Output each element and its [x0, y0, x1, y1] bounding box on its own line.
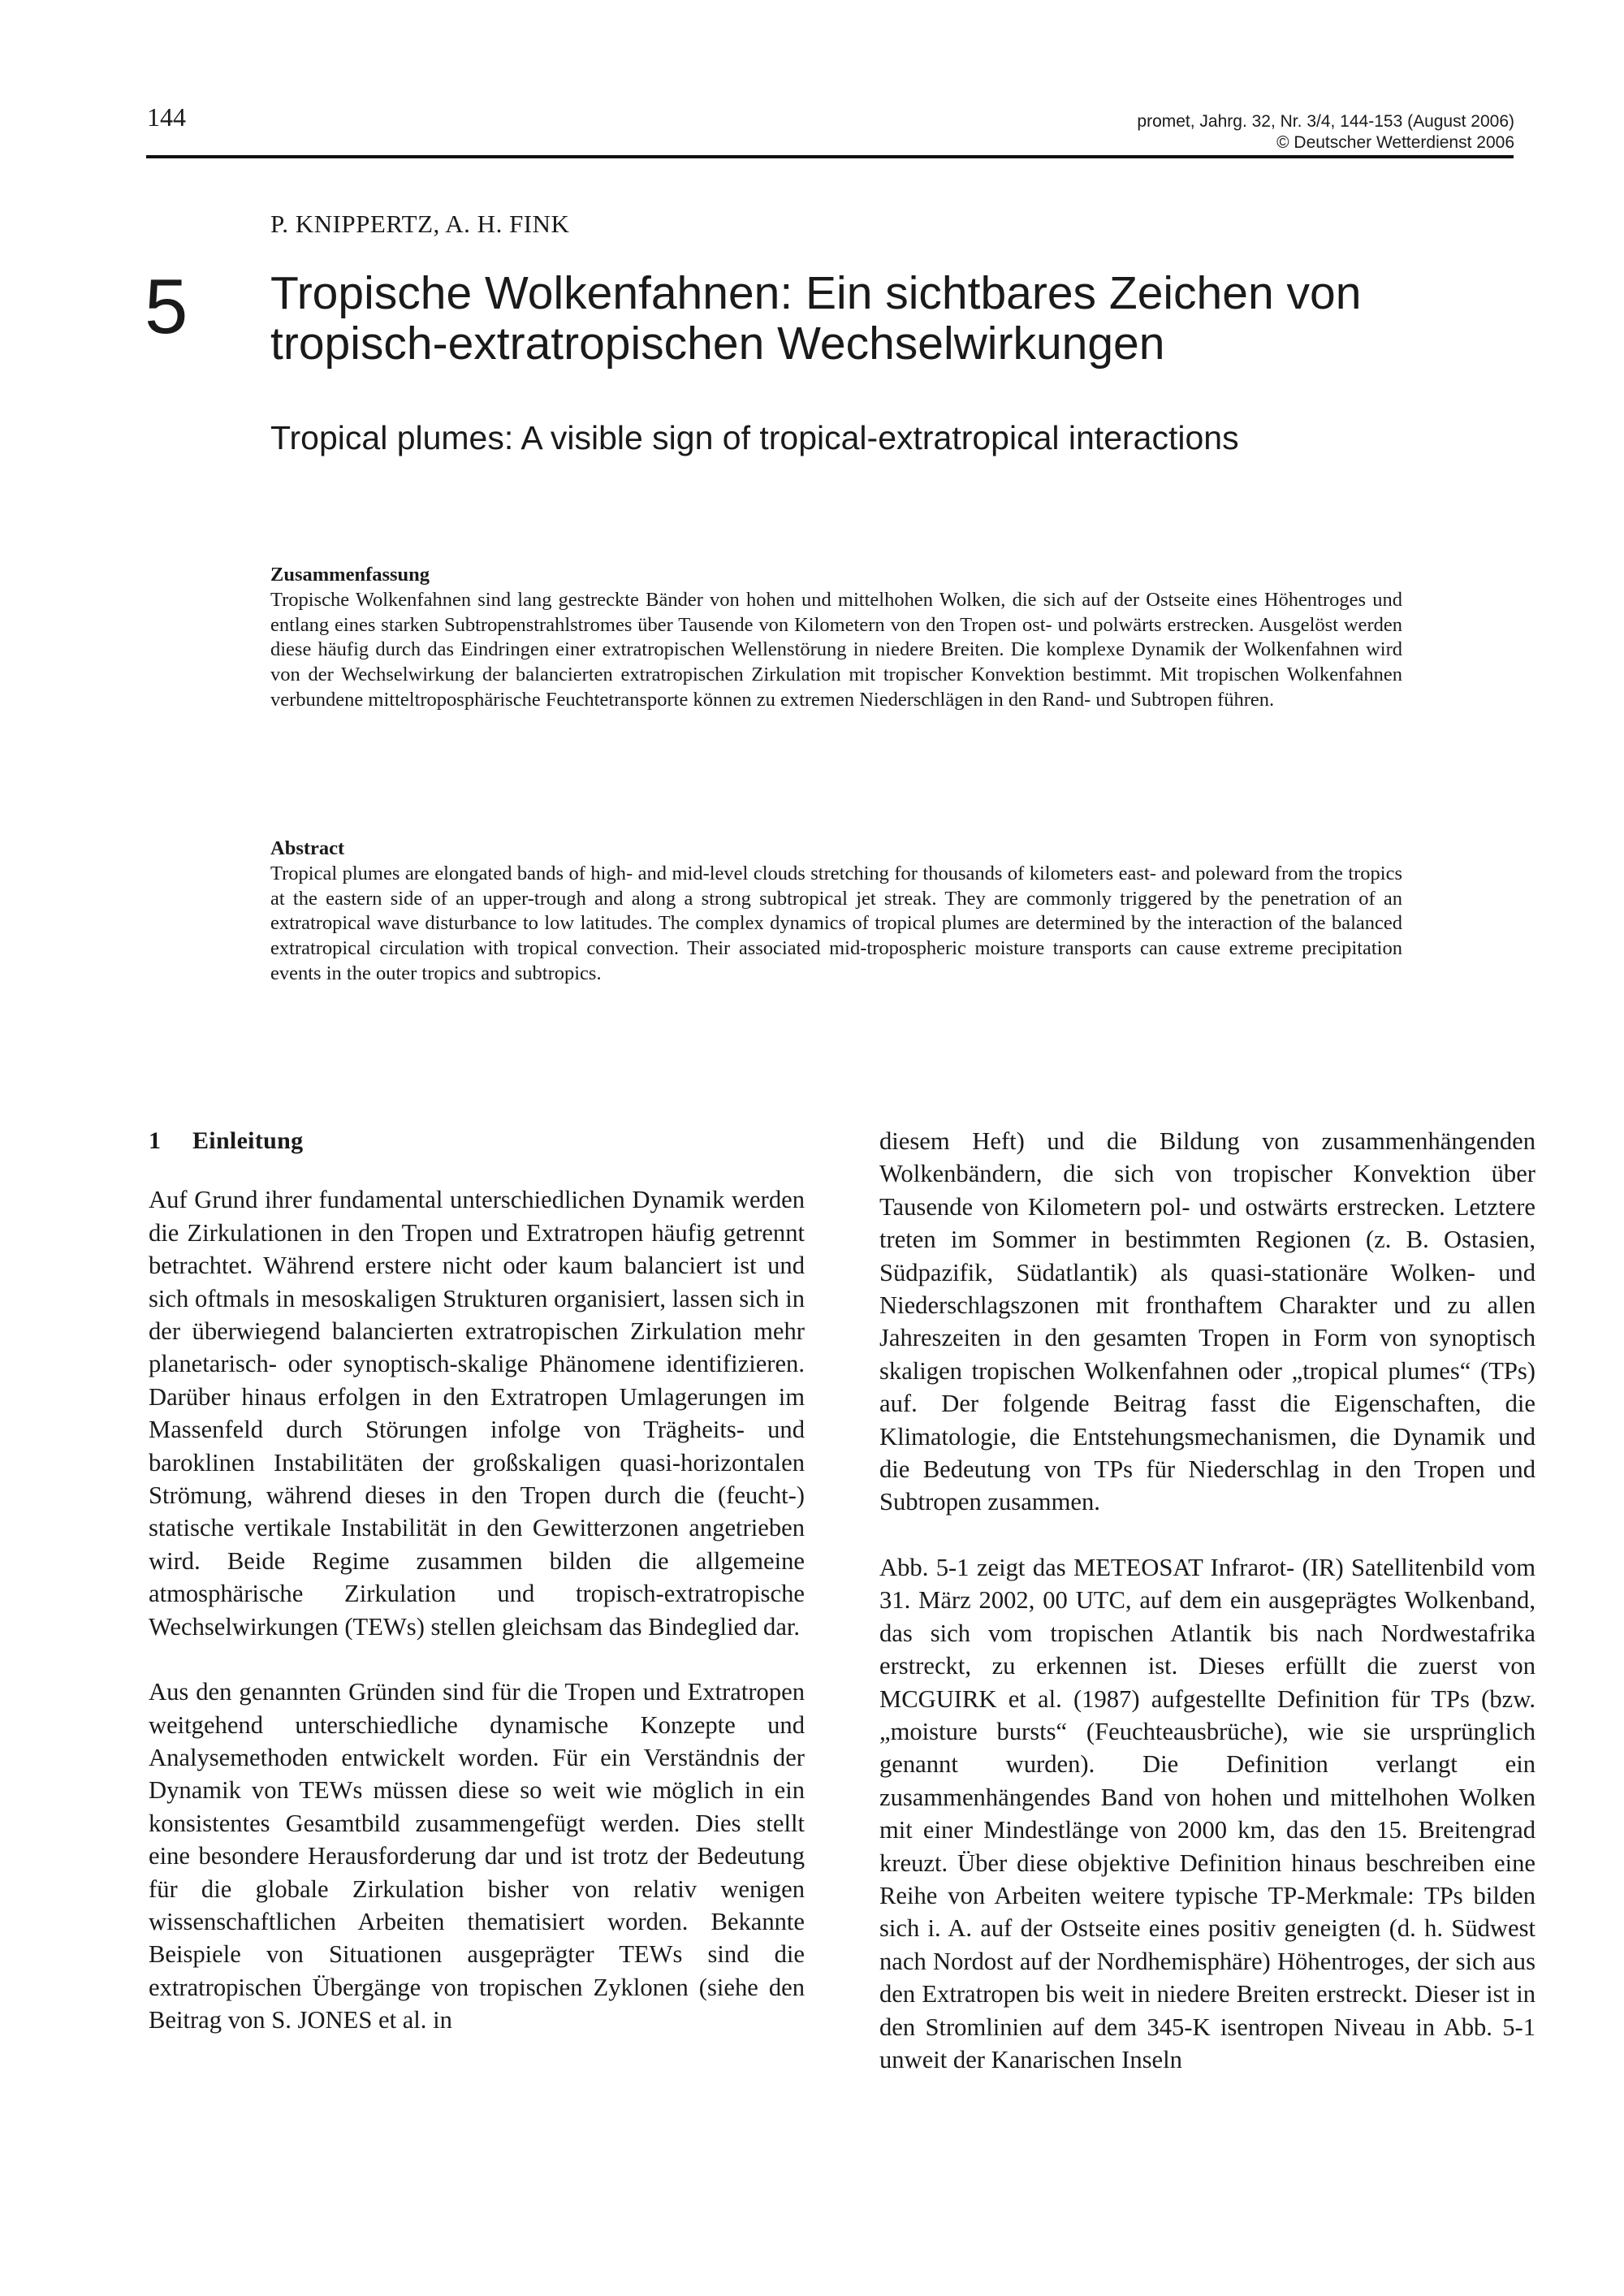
- body-column-left: [149, 1125, 805, 2037]
- zusammenfassung-heading: Zusammenfassung: [270, 564, 430, 586]
- zusammenfassung-block: [270, 563, 1402, 713]
- section-heading: [149, 1125, 805, 1157]
- header-divider: [146, 155, 1514, 158]
- title-german: Tropische Wolkenfahnen: Ein sichtbares Zeichen von tropisch-extratropischen Wechselwirkungen: [270, 267, 1362, 370]
- body-column-right: [879, 1125, 1535, 2076]
- journal-reference: [1137, 111, 1514, 153]
- page-number: 144: [147, 102, 186, 132]
- abstract-block: [270, 837, 1402, 987]
- copyright-line: © Deutscher Wetterdienst 2006: [1276, 133, 1514, 152]
- title-english: Tropical plumes: A visible sign of tropical-extratropical interactions: [270, 419, 1239, 456]
- zusammenfassung-text: Tropische Wolkenfahnen sind lang gestreckte Bänder von hohen und mittelhohen Wolken, die sich auf der Ostseite eines Höhentroges und entlang eines starken Subtropenstrahlstromes über Tausende von Kilometern von den Tropen ost- und polwärts erstrecken. Ausgelöst werden diese häufig durch das Eindringen einer extratropischen Wellenstörung in niedere Breiten. Die komplexe Dynamik der Wolkenfahnen wird von der Wechselwirkung der balancierten extratropischen Zirkulation mit tropischer Konvektion bestimmt. Mit tropischen Wolkenfahnen verbundene mitteltroposphärische Feuchtetransporte können zu extremen Niederschlägen in den Rand- und Subtropen führen.: [270, 588, 1402, 711]
- section-number: 1: [149, 1127, 162, 1154]
- paragraph: Auf Grund ihrer fundamental unterschiedlichen Dynamik werden die Zirkulationen in den Tropen und Extratropen häufig getrennt betrachtet. Während erstere nicht oder kaum balanciert ist und sich oftmals in mesoskaligen Strukturen organisiert, lassen sich in der überwiegend balancierten extratropischen Zirkulation mehr planetarisch- oder synoptisch-skalige Phänomene identifizieren. Darüber hinaus erfolgen in den Extratropen Umlagerungen im Massenfeld durch Störungen infolge von Trägheits- und baroklinen Instabilitäten der großskaligen quasi-horizontalen Strömung, während dieses in den Tropen durch die (feucht-) statische vertikale Instabilität in den Gewitterzonen angetrieben wird. Beide Regime zusammen bilden die allgemeine atmosphärische Zirkulation und tropisch-extratropische Wechselwirkungen (TEWs) stellen gleichsam das Bindeglied dar.: [149, 1186, 805, 1641]
- paragraph: diesem Heft) und die Bildung von zusammenhängenden Wolkenbändern, die sich von tropischer Konvektion über Tausende von Kilometern pol- und ostwärts erstrecken. Letztere treten im Sommer in bestimmten Regionen (z. B. Ostasien, Südpazifik, Südatlantik) als quasi-stationäre Wolken- und Niederschlagszonen mit fronthaftem Charakter und zu allen Jahreszeiten in den gesamten Tropen in Form von synoptisch skaligen tropischen Wolkenfahnen oder „tropical plumes“ (TPs) auf. Der folgende Beitrag fasst die Eigenschaften, die Klimatologie, die Entstehungsmechanismen, die Dynamik und die Bedeutung von TPs für Niederschlag in den Tropen und Subtropen zusammen.: [879, 1127, 1535, 1516]
- paragraph: Aus den genannten Gründen sind für die Tropen und Extratropen weitgehend unterschiedliche dynamische Konzepte und Analysemethoden entwickelt worden. Für ein Verständnis der Dynamik von TEWs müssen diese so weit wie möglich in ein konsistentes Gesamtbild zusammengefügt werden. Dies stellt eine besondere Herausforderung dar und ist trotz der Bedeutung für die globale Zirkulation bisher von relativ wenigen wissenschaftlichen Arbeiten thematisiert worden. Bekannte Beispiele von Situationen ausgeprägter TEWs sind die extratropischen Übergänge von tropischen Zyklonen (siehe den Beitrag von S. JONES et al. in: [149, 1678, 805, 2034]
- paragraph: Abb. 5-1 zeigt das METEOSAT Infrarot- (IR) Satellitenbild vom 31. März 2002, 00 UTC, auf dem ein ausgeprägtes Wolkenband, das sich vom tropischen Atlantik bis nach Nordwestafrika erstreckt, zu erkennen ist. Dieses erfüllt die zuerst von MCGUIRK et al. (1987) aufgestellte Definition für TPs (bzw. „moisture bursts“ (Feuchteausbrüche), wie sie ursprünglich genannt wurden). Die Definition verlangt ein zusammenhängendes Band von hohen und mittelhohen Wolken mit einer Mindestlänge von 2000 km, das den 15. Breitengrad kreuzt. Über diese objektive Definition hinaus beschreiben eine Reihe von Arbeiten weitere typische TP-Merkmale: TPs bilden sich i. A. auf der Ostseite eines positiv geneigten (d. h. Südwest nach Nordost auf der Nordhemisphäre) Höhentroges, der sich aus den Extratropen bis weit in niedere Breiten erstreckt. Dieser ist in den Stromlinien auf dem 345-K isentropen Niveau in Abb. 5-1 unweit der Kanarischen Inseln: [879, 1553, 1535, 2073]
- section-title: Einleitung: [192, 1127, 304, 1154]
- authors: P. KNIPPERTZ, A. H. FINK: [270, 210, 570, 238]
- abstract-heading: Abstract: [270, 837, 345, 859]
- chapter-number: 5: [145, 263, 188, 350]
- abstract-text: Tropical plumes are elongated bands of high- and mid-level clouds stretching for thousands of kilometers east- and poleward from the tropics at the eastern side of an upper-trough and along a strong subtropical jet streak. They are commonly triggered by the penetration of an extratropical wave disturbance to low latitudes. The complex dynamics of tropical plumes are determined by the interaction of the balanced extratropical circulation with tropical convection. Their associated mid-tropospheric moisture transports can cause extreme precipitation events in the outer tropics and subtropics.: [270, 862, 1402, 984]
- journal-citation: promet, Jahrg. 32, Nr. 3/4, 144-153 (August 2006): [1137, 112, 1514, 131]
